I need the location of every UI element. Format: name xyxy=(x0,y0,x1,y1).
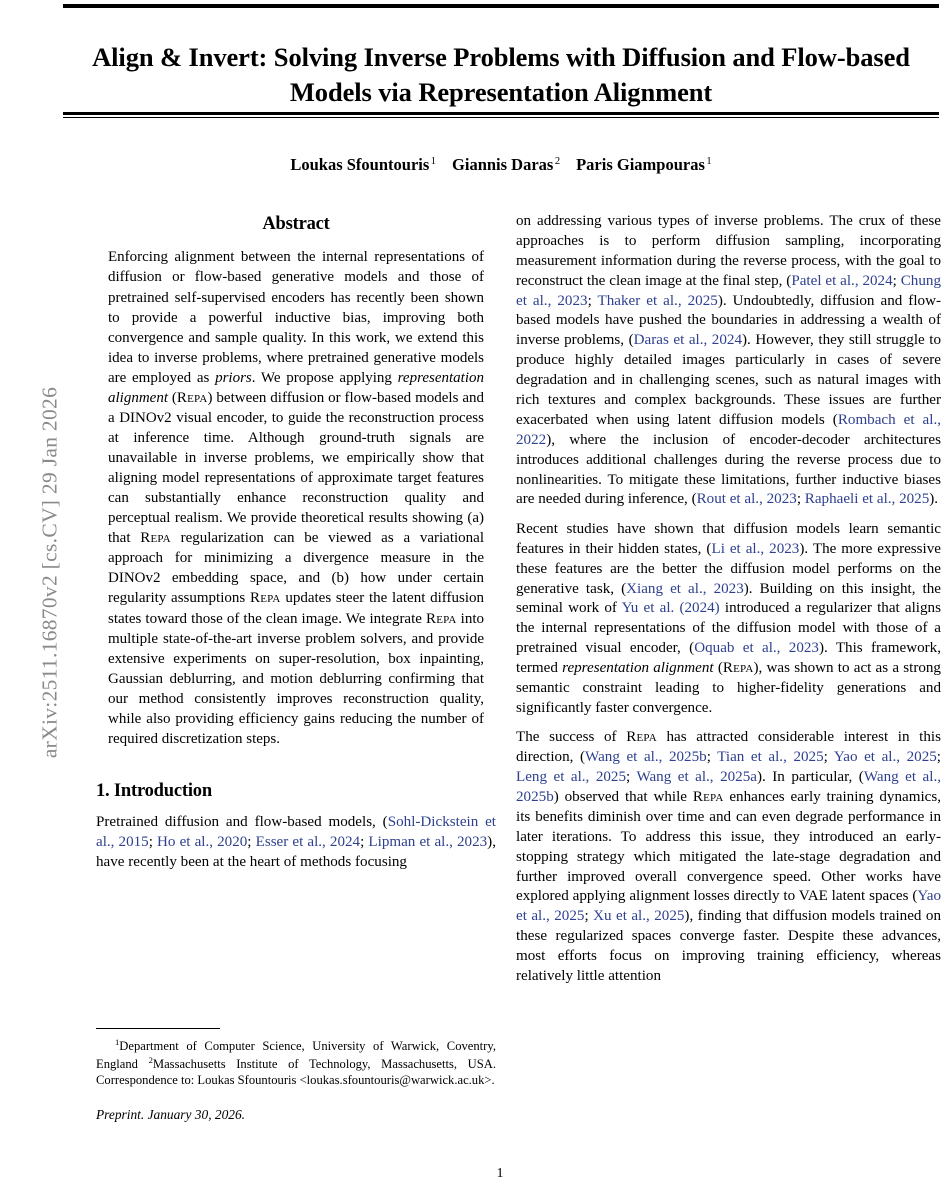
page-title: Align & Invert: Solving Inverse Problems with Diffusion and Flow-based Models via Representation Alignment xyxy=(92,41,910,108)
smallcaps-term: Repa xyxy=(426,610,457,627)
footnote-text-1: Department of Computer Science, University of Warwick, Coventry, England xyxy=(96,1039,496,1071)
smallcaps-term: Repa xyxy=(692,788,724,805)
citation-link[interactable]: Rombach et al., 2022 xyxy=(516,411,941,448)
smallcaps-term: Repa xyxy=(176,389,208,406)
emphasis-text: representation alignment xyxy=(562,660,714,677)
citation-link[interactable]: Rout et al., 2023 xyxy=(696,491,797,508)
citation-link[interactable]: Xu et al., 2025 xyxy=(593,908,685,925)
citation-link[interactable]: Raphaeli et al., 2025 xyxy=(804,491,930,508)
left-column xyxy=(96,212,496,882)
author-name: Giannis Daras xyxy=(452,155,554,174)
footnote-rule xyxy=(96,1028,220,1029)
citation-link[interactable]: Thaker et al., 2025 xyxy=(597,292,718,309)
smallcaps-term: Repa xyxy=(626,729,657,746)
intro-paragraph: Pretrained diffusion and flow-based models, (Sohl-Dickstein et al., 2015; Ho et al., 2020; Esser et al., 2024; Lipman et al., 2023), have recently been at the heart of methods focusing xyxy=(96,814,496,871)
author-affiliation-marker: 2 xyxy=(554,155,561,167)
footnote-block xyxy=(96,1028,496,1123)
affiliation-footnote xyxy=(96,1037,496,1088)
citation-link[interactable]: Yao et al., 2025 xyxy=(833,749,937,766)
citation-link[interactable]: Oquab et al., 2023 xyxy=(694,640,819,657)
author-entry xyxy=(290,155,436,174)
citation-link[interactable]: Esser et al., 2024 xyxy=(255,834,361,851)
emphasis-text: priors xyxy=(215,369,252,386)
author-affiliation-marker: 1 xyxy=(706,155,712,167)
smallcaps-term: Repa xyxy=(250,590,281,607)
citation-link[interactable]: Ho et al., 2020 xyxy=(157,834,248,851)
author-list xyxy=(66,155,936,175)
footnote-marker-1: 1 xyxy=(115,1037,120,1047)
citation-link[interactable]: Lipman et al., 2023 xyxy=(368,834,488,851)
footnote-text-2: Massachusetts Institute of Technology, Massachusetts, USA. Correspondence to: Loukas Sfountouris <loukas.sfountouris@warwick.ac.uk>. xyxy=(96,1056,496,1088)
abstract-heading: Abstract xyxy=(262,214,330,234)
citation-link[interactable]: Li et al., 2023 xyxy=(711,540,800,557)
author-affiliation-marker: 1 xyxy=(430,155,437,167)
citation-link[interactable]: Yao et al., 2025 xyxy=(516,888,941,925)
citation-link[interactable]: Patel et al., 2024 xyxy=(791,272,893,289)
citation-link[interactable]: Chung et al., 2023 xyxy=(516,272,941,309)
emphasis-text: representation alignment xyxy=(108,369,484,406)
body-paragraph: The success of Repa has attracted considerable interest in this direction, (Wang et al., 2025b; Tian et al., 2025; Yao et al., 2025; Leng et al., 2025; Wang et al., 2025a). In particular, (Wang et al., 2025b) observed that while Repa enhances early training dynamics, its benefits diminish over time and can even degrade performance in later iterations. To address this issue, they introduced an early-stopping strategy which mitigated the late-stage degradation and further improved overall convergence speed. Other works have explored applying alignment losses directly to VAE latent spaces (Yao et al., 2025; Xu et al., 2025), finding that diffusion models trained on these regularized spaces converge faster. Despite these advances, most efforts focus on improving training efficiency, whereas relatively little attention xyxy=(516,729,941,984)
citation-link[interactable]: Daras et al., 2024 xyxy=(633,332,742,349)
footnote-marker-2: 2 xyxy=(148,1054,153,1065)
preprint-note: Preprint. January 30, 2026. xyxy=(96,1107,246,1123)
right-column xyxy=(516,212,941,996)
smallcaps-term: Repa xyxy=(140,530,171,547)
paper-page xyxy=(58,0,942,1200)
author-name: Paris Giampouras xyxy=(576,155,705,174)
citation-link[interactable]: Sohl-Dickstein et al., 2015 xyxy=(96,814,496,851)
citation-link[interactable]: Wang et al., 2025b xyxy=(585,749,707,766)
abstract-body: Enforcing alignment between the internal representations of diffusion or flow-based generative models and those of pretrained self-supervised encoders has recently been shown to provide a powerful inductive bias, improving both convergence and sample quality. In this work, we extend this idea to inverse problems, where pretrained generative models are employed as priors. We propose applying representation alignment (Repa) between diffusion or flow-based models and a DINOv2 visual encoder, to guide the reconstruction process at inference time. Although ground-truth signals are unavailable in inverse problems, we empirically show that aligning model representations of approximate target features can substantially enhance reconstruction quality and perceptual realism. We provide theoretical results showing (a) that Repa regularization can be viewed as a variational approach for minimizing a divergence measure in the DINOv2 embedding space, and (b) how under certain regularity assumptions Repa updates steer the latent diffusion states toward those of the clean image. We integrate Repa into multiple state-of-the-art inverse problem solvers, and provide extensive experiments on super-resolution, box inpainting, Gaussian deblurring, and motion deblurring confirming that our method consistently improves reconstruction quality, while also providing efficiency gains reducing the number of required discretization steps. xyxy=(108,249,485,747)
body-paragraph: Recent studies have shown that diffusion models learn semantic features in their hidden states, (Li et al., 2023). The more expressive these features are the better the diffusion model performs on the generative task, (Xiang et al., 2023). Building on this insight, the seminal work of Yu et al. (2024) introduced a regularizer that aligns the internal representations of the diffusion model with those of a pretrained visual encoder, (Oquab et al., 2023). This framework, termed representation alignment (Repa), was shown to act as a strong semantic constraint leading to higher-fidelity generations and significantly faster convergence. xyxy=(516,520,941,716)
citation-link[interactable]: Wang et al., 2025b xyxy=(516,769,941,805)
title-double-rule xyxy=(63,112,939,118)
citation-link[interactable]: Xiang et al., 2023 xyxy=(626,580,744,597)
citation-link[interactable]: Leng et al., 2025 xyxy=(516,769,627,786)
smallcaps-term: Repa xyxy=(722,660,754,677)
body-paragraph: on addressing various types of inverse problems. The crux of these approaches is to perform diffusion sampling, incorporating measurement information during the reverse process, with the goal to reconstruct the clean image at the final step, (Patel et al., 2024; Chung et al., 2023; Thaker et al., 2025). Undoubtedly, diffusion and flow-based models have pushed the boundaries in addressing a wealth of inverse problems, (Daras et al., 2024). However, they still struggle to produce highly detailed images particularly in cases of severe degradation and in challenging scenes, such as natural images with rich textures and complex backgrounds. These issues are further exacerbated when using latent diffusion models (Rombach et al., 2022), where the inclusion of encoder-decoder architectures introduces additional challenges during the reverse process due to nonlinearities. To mitigate these limitations, further inductive biases are needed during inference, (Rout et al., 2023; Raphaeli et al., 2025). xyxy=(516,213,941,508)
page-number: 1 xyxy=(496,1166,504,1181)
title-rule-thin xyxy=(63,117,939,118)
citation-link[interactable]: Yu et al. (2024) xyxy=(621,600,720,617)
citation-link[interactable]: Wang et al., 2025a xyxy=(636,769,757,786)
author-name: Loukas Sfountouris xyxy=(290,155,430,174)
author-entry xyxy=(452,155,560,174)
section-heading-introduction: 1. Introduction xyxy=(96,780,212,801)
top-rule xyxy=(63,4,939,8)
arxiv-stamp-text: arXiv:2511.16870v2 [cs.CV] 29 Jan 2026 xyxy=(37,386,62,759)
citation-link[interactable]: Tian et al., 2025 xyxy=(717,749,824,766)
arxiv-stamp xyxy=(0,0,62,1200)
author-entry xyxy=(576,155,712,174)
